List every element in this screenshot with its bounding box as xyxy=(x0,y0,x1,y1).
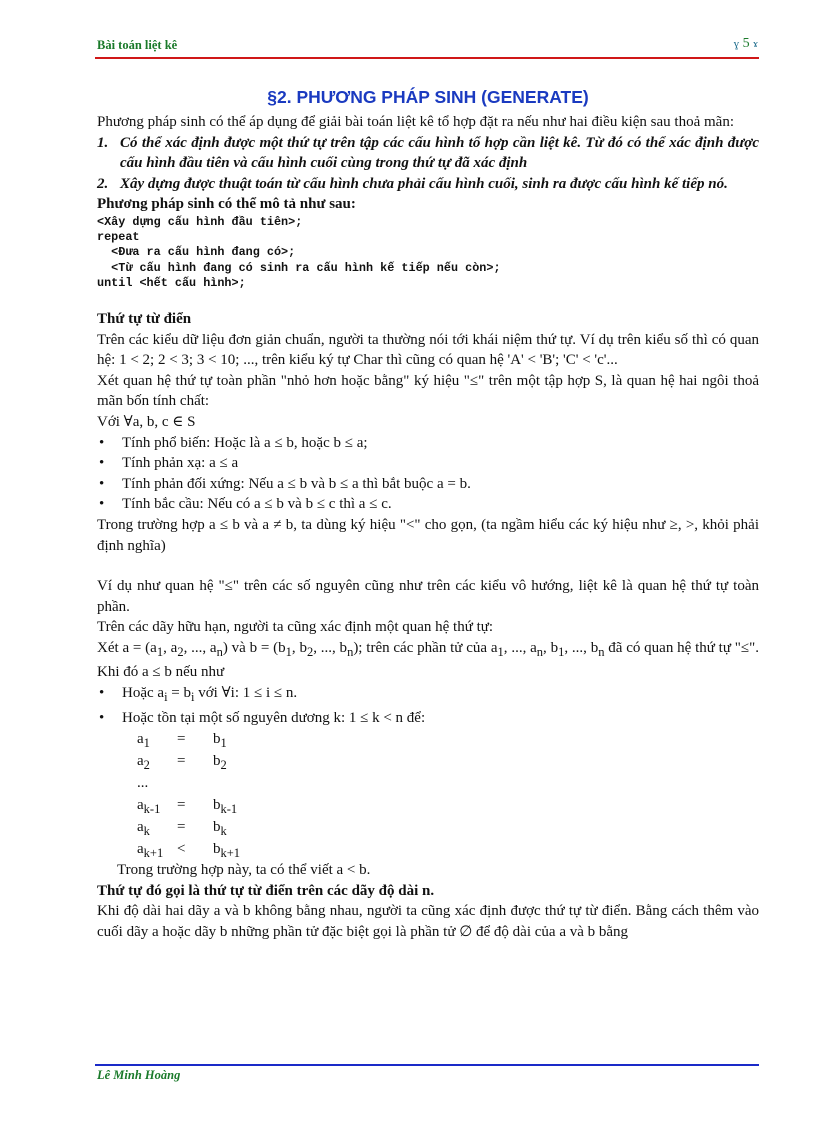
condition-number: 1. xyxy=(97,134,109,151)
page-number-block xyxy=(734,36,758,52)
condition-number: 2. xyxy=(97,175,109,192)
code-line: repeat xyxy=(97,230,140,245)
forall-line: Với ∀a, b, c ∈ S xyxy=(97,413,196,430)
paragraph-total-order: Xét quan hệ thứ tự toàn phần "nhỏ hơn hoặc bằng" ký hiệu "≤" trên một tập hợp S, là quan hệ hai ngôi thoả mãn bốn tính chất: xyxy=(97,372,759,410)
properties-list xyxy=(97,433,759,515)
paragraph-sequence-definition: Xét $a = (a_1$, $a_2$, ..., $a_n$) và $b = (b_1$, $b_2$, ..., $b_n$); trên các phần tử của $a_1$, ..., $a_n$, $b_1$, ..., $b_n$ đã có quan hệ thứ tự "≤". Khi đó a ≤ b nếu như xyxy=(97,639,760,681)
code-line: <Từ cấu hình đang có sinh ra cấu hình kế tiếp nếu còn>; xyxy=(97,260,501,275)
paragraph-finite-sequences: Trên các dãy hữu hạn, người ta cũng xác định một quan hệ thứ tự: xyxy=(97,619,494,636)
bullet-icon: • xyxy=(99,496,105,513)
paragraph-unequal-length: Khi độ dài hai dãy a và b không bằng nhau, người ta cũng xác định được thứ tự từ điển. Bằng cách thêm vào cuối dãy a hoặc dãy b những phần tử đặc biệt gọi là phần tử ∅ để độ dài của a và b bằng xyxy=(97,903,759,941)
paragraph-strict-order: Trong trường hợp a ≤ b và a ≠ b, ta dùng ký hiệu "<" cho gọn, (ta ngầm hiểu các ký hiệu như ≥, >, khỏi phải định nghĩa) xyxy=(97,516,759,554)
header-divider xyxy=(95,57,759,59)
condition-text: Có thể xác định được một thứ tự trên tập các cấu hình tổ hợp cần liệt kê. Từ đó có thể xác định được cấu hình đầu tiên và cấu hình cuối cùng trong thứ tự đã xác định xyxy=(120,134,759,172)
bullet-icon: • xyxy=(99,455,105,472)
property-text: Tính phổ biến: Hoặc là a ≤ b, hoặc b ≤ a; xyxy=(122,434,368,451)
bullet-icon: • xyxy=(99,475,105,492)
bullet-icon: • xyxy=(99,685,105,702)
lex-definition-line: Thứ tự đó gọi là thứ tự từ điển trên các dãy độ dài n. xyxy=(97,882,435,899)
conditions-list xyxy=(97,133,759,195)
sequence-row: $a_2$ = $b_2$ xyxy=(137,753,227,773)
property-item xyxy=(97,433,759,454)
footer-author: Lê Minh Hoàng xyxy=(97,1068,181,1082)
property-item xyxy=(97,453,759,474)
paragraph-order-intro: Trên các kiểu dữ liệu đơn giản chuẩn, người ta thường nói tới khái niệm thứ tự. Ví dụ trên kiểu số thì có quan hệ: 1 < 2; 2 < 3; 3 < 10; ..., trên kiểu ký tự Char thì cũng có quan hệ 'A' < 'B'; 'C' < 'c'... xyxy=(97,331,759,369)
spacer xyxy=(97,291,759,309)
property-text: Tính bắc cầu: Nếu có a ≤ b và b ≤ c thì a ≤ c. xyxy=(122,496,392,513)
bullet-icon: • xyxy=(99,709,105,726)
section-title: §2. PHƯƠNG PHÁP SINH (GENERATE) xyxy=(267,87,589,107)
property-item xyxy=(97,494,759,515)
condition-item xyxy=(97,174,759,195)
page-content xyxy=(97,86,759,943)
case-item: • Hoặc $a_i = b_i$ với ∀i: 1 ≤ i ≤ n. xyxy=(99,685,298,705)
sequence-row: $a_k$ = $b_k$ xyxy=(137,819,227,839)
code-line: <Xây dựng cấu hình đầu tiên>; xyxy=(97,214,303,229)
sequence-row: $a_{k-1}$ = $b_{k-1}$ xyxy=(137,797,238,817)
page-number: 5 xyxy=(742,36,750,51)
footer-divider xyxy=(95,1064,759,1066)
describe-heading: Phương pháp sinh có thể mô tả như sau: xyxy=(97,196,356,213)
sequence-row: $a_1$ = $b_1$ xyxy=(137,731,227,751)
property-item xyxy=(97,474,759,495)
pseudocode-block xyxy=(97,215,759,291)
condition-text: Xây dựng được thuật toán từ cấu hình chưa phải cấu hình cuối, sinh ra được cấu hình kế tiếp nó. xyxy=(120,175,728,192)
intro-paragraph: Phương pháp sinh có thể áp dụng để giải bài toán liệt kê tổ hợp đặt ra nếu như hai điều kiện sau thoả mãn: xyxy=(97,114,734,130)
sequence-comparison xyxy=(137,728,759,860)
paragraph-example: Ví dụ như quan hệ "≤" trên các số nguyên cũng như trên các kiểu vô hướng, liệt kê là quan hệ thứ tự toàn phần. xyxy=(97,578,759,615)
lex-heading: Thứ tự từ điển xyxy=(97,310,192,327)
spacer xyxy=(97,556,759,576)
ornament-right-icon: ɤ xyxy=(753,38,758,50)
header-title: Bài toán liệt kê xyxy=(97,38,178,52)
bullet-icon: • xyxy=(99,434,105,451)
code-line: <Đưa ra cấu hình đang có>; xyxy=(97,245,296,260)
sequence-note: Trong trường hợp này, ta có thể viết a < b. xyxy=(117,862,371,879)
condition-item xyxy=(97,133,759,174)
cases-list xyxy=(97,683,759,728)
case-item xyxy=(97,708,759,729)
sequence-row: $a_{k+1}$ < $b_{k+1}$ xyxy=(137,841,241,861)
code-line: until <hết cấu hình>; xyxy=(97,275,246,290)
property-text: Tính phản xạ: a ≤ a xyxy=(122,455,239,472)
property-text: Tính phản đối xứng: Nếu a ≤ b và b ≤ a thì bắt buộc a = b. xyxy=(122,475,471,492)
case-text: Hoặc tồn tại một số nguyên dương k: 1 ≤ k < n để: xyxy=(122,709,426,726)
ornament-left-icon: ɣ xyxy=(733,38,740,50)
sequence-row: ... xyxy=(137,775,149,792)
